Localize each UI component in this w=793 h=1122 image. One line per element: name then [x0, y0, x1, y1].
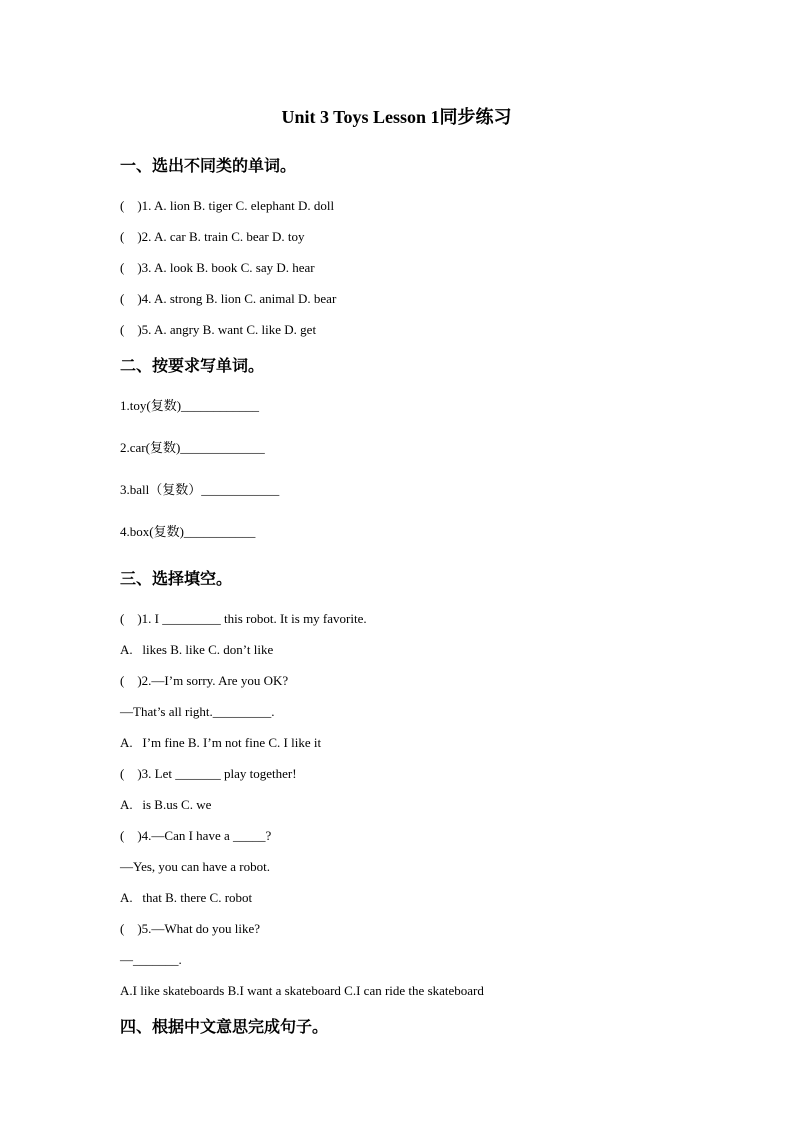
section-3-line-2: A. likes B. like C. don’t like: [120, 642, 274, 657]
section-4-heading: 四、根据中文意思完成句子。: [120, 1019, 329, 1036]
section-3-line-7: A. is B.us C. we: [120, 797, 212, 812]
section-2-item-4: 4.box(复数)___________: [120, 524, 256, 539]
section-3-line-3: ( )2.—I’m sorry. Are you OK?: [120, 673, 289, 688]
section-1-item-4: ( )4. A. strong B. lion C. animal D. bear: [120, 291, 337, 306]
section-3-line-9: —Yes, you can have a robot.: [120, 859, 270, 874]
worksheet-title: Unit 3 Toys Lesson 1同步练习: [281, 107, 512, 127]
section-2-heading: 二、按要求写单词。: [120, 358, 265, 375]
section-3-heading: 三、选择填空。: [120, 571, 233, 588]
section-3-line-10: A. that B. there C. robot: [120, 890, 253, 905]
section-3-line-6: ( )3. Let _______ play together!: [120, 766, 297, 781]
section-3-line-5: A. I’m fine B. I’m not fine C. I like it: [120, 735, 322, 750]
section-3-line-13: A.I like skateboards B.I want a skateboard C.I can ride the skateboard: [120, 983, 484, 998]
section-3-line-4: —That’s all right._________.: [120, 704, 275, 719]
section-3-line-11: ( )5.—What do you like?: [120, 921, 261, 936]
section-3-line-1: ( )1. I _________ this robot. It is my favorite.: [120, 611, 367, 626]
section-1-item-1: ( )1. A. lion B. tiger C. elephant D. doll: [120, 198, 335, 213]
section-2-item-2: 2.car(复数)_____________: [120, 440, 265, 455]
section-1-item-3: ( )3. A. look B. book C. say D. hear: [120, 260, 315, 275]
section-3-line-8: ( )4.—Can I have a _____?: [120, 828, 272, 843]
section-1-item-5: ( )5. A. angry B. want C. like D. get: [120, 322, 317, 337]
section-2-item-3: 3.ball（复数）____________: [120, 482, 280, 497]
section-1-item-2: ( )2. A. car B. train C. bear D. toy: [120, 229, 305, 244]
section-2-item-1: 1.toy(复数)____________: [120, 398, 260, 413]
section-3-line-12: —_______.: [120, 952, 182, 967]
section-1-heading: 一、选出不同类的单词。: [120, 158, 297, 175]
